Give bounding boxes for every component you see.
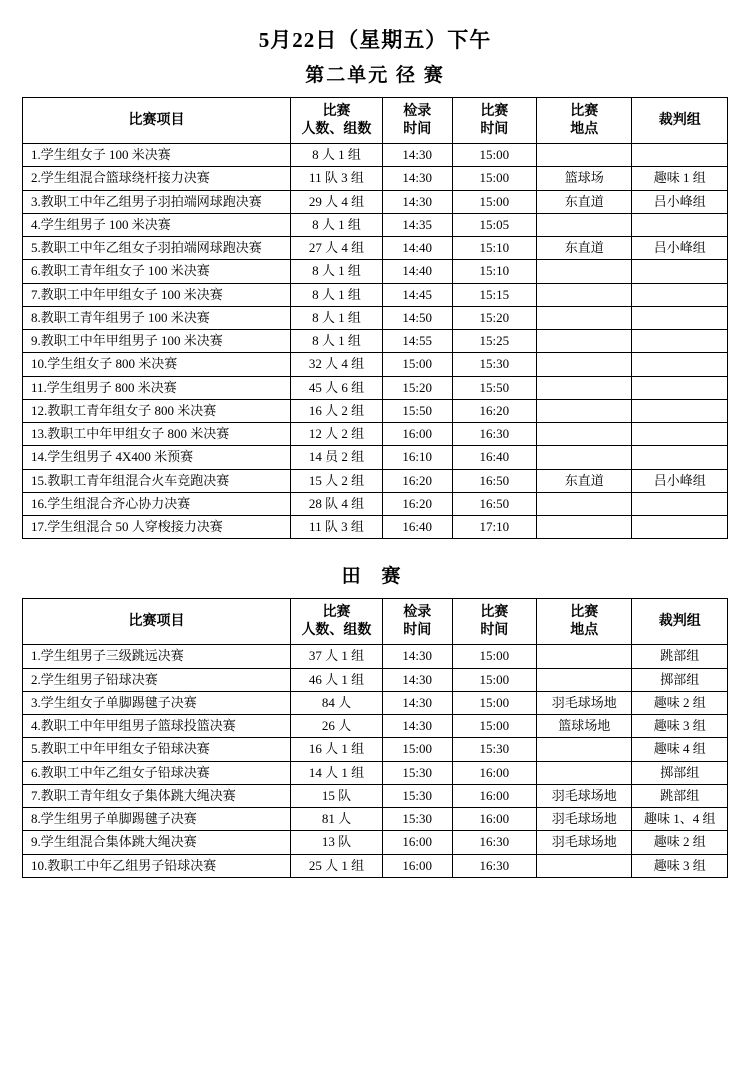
- cell-event-time: 15:30: [452, 738, 536, 761]
- cell-judge: [632, 260, 728, 283]
- cell-event-time: 16:50: [452, 492, 536, 515]
- cell-event-time: 16:30: [452, 831, 536, 854]
- table-row: [23, 761, 728, 784]
- header-time-line1: 比赛: [480, 605, 509, 621]
- cell-check-time: 16:40: [382, 516, 452, 539]
- cell-event-time: 15:10: [452, 237, 536, 260]
- cell-judge: [632, 306, 728, 329]
- table-row: [23, 144, 728, 167]
- cell-judge: 趣味 2 组: [632, 831, 728, 854]
- header-check-time: [382, 98, 452, 144]
- cell-count: 37 人 1 组: [291, 645, 383, 668]
- table-row: [23, 423, 728, 446]
- header-place-line2: 地点: [570, 121, 599, 137]
- cell-event-time: 16:40: [452, 446, 536, 469]
- cell-event-time: 15:10: [452, 260, 536, 283]
- header-check-line2: 时间: [403, 121, 432, 137]
- cell-event-time: 15:00: [452, 167, 536, 190]
- table-row: [23, 237, 728, 260]
- cell-place: [537, 738, 632, 761]
- cell-item: 9.学生组混合集体跳大绳决赛: [23, 831, 291, 854]
- cell-place: 篮球场: [537, 167, 632, 190]
- header-time-line1: 比赛: [480, 104, 509, 119]
- cell-count: 8 人 1 组: [291, 306, 383, 329]
- header-item: 比赛项目: [23, 599, 291, 645]
- cell-event-time: 16:00: [452, 761, 536, 784]
- cell-check-time: 14:40: [382, 237, 452, 260]
- header-place-line2: 地点: [570, 622, 599, 638]
- cell-place: [537, 144, 632, 167]
- cell-judge: 趣味 1、4 组: [632, 808, 728, 831]
- header-event-time: [452, 599, 536, 645]
- cell-count: 13 队: [291, 831, 383, 854]
- cell-count: 8 人 1 组: [291, 330, 383, 353]
- table-row: [23, 831, 728, 854]
- header-place-line1: 比赛: [570, 104, 599, 119]
- cell-check-time: 14:55: [382, 330, 452, 353]
- cell-place: 东直道: [537, 469, 632, 492]
- cell-count: 15 人 2 组: [291, 469, 383, 492]
- cell-place: [537, 376, 632, 399]
- table-row: [23, 399, 728, 422]
- cell-item: 16.学生组混合齐心协力决赛: [23, 492, 291, 515]
- cell-count: 8 人 1 组: [291, 283, 383, 306]
- cell-check-time: 14:40: [382, 260, 452, 283]
- cell-check-time: 14:30: [382, 167, 452, 190]
- header-count-line2: 人数、组数: [301, 121, 372, 137]
- cell-judge: [632, 516, 728, 539]
- table-row: [23, 213, 728, 236]
- cell-item: 17.学生组混合 50 人穿梭接力决赛: [23, 516, 291, 539]
- cell-check-time: 14:30: [382, 668, 452, 691]
- cell-event-time: 15:00: [452, 691, 536, 714]
- header-count-line1: 比赛: [322, 605, 351, 621]
- table-row: [23, 738, 728, 761]
- page-subtitle: 第二单元 径 赛: [305, 65, 445, 86]
- cell-item: 4.教职工中年甲组男子篮球投篮决赛: [23, 715, 291, 738]
- cell-check-time: 14:30: [382, 715, 452, 738]
- cell-item: 10.学生组女子 800 米决赛: [23, 353, 291, 376]
- cell-judge: [632, 330, 728, 353]
- cell-event-time: 15:00: [452, 645, 536, 668]
- cell-count: 15 队: [291, 784, 383, 807]
- cell-count: 45 人 6 组: [291, 376, 383, 399]
- cell-judge: [632, 283, 728, 306]
- cell-item: 6.教职工青年组女子 100 米决赛: [23, 260, 291, 283]
- cell-event-time: 16:30: [452, 423, 536, 446]
- cell-event-time: 16:00: [452, 808, 536, 831]
- cell-item: 2.学生组混合篮球绕杆接力决赛: [23, 167, 291, 190]
- header-judge: 裁判组: [632, 599, 728, 645]
- cell-event-time: 15:20: [452, 306, 536, 329]
- cell-check-time: 16:00: [382, 854, 452, 877]
- cell-check-time: 16:20: [382, 492, 452, 515]
- cell-event-time: 17:10: [452, 516, 536, 539]
- table-row: [23, 306, 728, 329]
- cell-check-time: 16:00: [382, 423, 452, 446]
- cell-check-time: 16:10: [382, 446, 452, 469]
- table-row: [23, 854, 728, 877]
- header-check-line1: 检录: [403, 104, 432, 119]
- header-count-line1: 比赛: [322, 104, 351, 119]
- cell-place: [537, 761, 632, 784]
- cell-count: 81 人: [291, 808, 383, 831]
- table-header-row: [23, 599, 728, 645]
- cell-judge: [632, 423, 728, 446]
- cell-item: 8.学生组男子单脚踢毽子决赛: [23, 808, 291, 831]
- cell-judge: 趣味 2 组: [632, 691, 728, 714]
- cell-count: 16 人 2 组: [291, 399, 383, 422]
- cell-item: 3.学生组女子单脚踢毽子决赛: [23, 691, 291, 714]
- cell-event-time: 15:00: [452, 715, 536, 738]
- cell-event-time: 15:50: [452, 376, 536, 399]
- cell-check-time: 15:30: [382, 784, 452, 807]
- cell-item: 11.学生组男子 800 米决赛: [23, 376, 291, 399]
- cell-place: [537, 213, 632, 236]
- cell-item: 9.教职工中年甲组男子 100 米决赛: [23, 330, 291, 353]
- cell-count: 8 人 1 组: [291, 260, 383, 283]
- header-place: [537, 599, 632, 645]
- cell-count: 12 人 2 组: [291, 423, 383, 446]
- cell-place: [537, 492, 632, 515]
- cell-judge: 趣味 4 组: [632, 738, 728, 761]
- cell-event-time: 15:00: [452, 144, 536, 167]
- cell-check-time: 14:30: [382, 190, 452, 213]
- field-section-title: 田 赛: [341, 566, 409, 588]
- header-place: [537, 98, 632, 144]
- cell-judge: 跳部组: [632, 645, 728, 668]
- cell-check-time: 14:35: [382, 213, 452, 236]
- cell-item: 12.教职工青年组女子 800 米决赛: [23, 399, 291, 422]
- cell-check-time: 15:30: [382, 808, 452, 831]
- cell-judge: 吕小峰组: [632, 237, 728, 260]
- table-row: [23, 353, 728, 376]
- cell-check-time: 14:30: [382, 691, 452, 714]
- table-row: [23, 784, 728, 807]
- cell-item: 14.学生组男子 4X400 米预赛: [23, 446, 291, 469]
- table-row: [23, 446, 728, 469]
- table-row: [23, 516, 728, 539]
- header-item: 比赛项目: [23, 98, 291, 144]
- cell-item: 1.学生组女子 100 米决赛: [23, 144, 291, 167]
- cell-count: 27 人 4 组: [291, 237, 383, 260]
- table-row: [23, 283, 728, 306]
- cell-count: 29 人 4 组: [291, 190, 383, 213]
- table-row: [23, 190, 728, 213]
- cell-check-time: 15:50: [382, 399, 452, 422]
- header-time-line2: 时间: [480, 622, 509, 638]
- cell-check-time: 14:50: [382, 306, 452, 329]
- cell-item: 8.教职工青年组男子 100 米决赛: [23, 306, 291, 329]
- cell-item: 6.教职工中年乙组女子铅球决赛: [23, 761, 291, 784]
- cell-check-time: 15:00: [382, 353, 452, 376]
- cell-item: 3.教职工中年乙组男子羽拍端网球跑决赛: [23, 190, 291, 213]
- track-events-table: [22, 97, 728, 539]
- cell-place: [537, 399, 632, 422]
- header-place-line1: 比赛: [570, 605, 599, 621]
- header-count: [291, 599, 383, 645]
- header-event-time: [452, 98, 536, 144]
- cell-count: 26 人: [291, 715, 383, 738]
- cell-place: [537, 353, 632, 376]
- cell-count: 14 员 2 组: [291, 446, 383, 469]
- cell-judge: 吕小峰组: [632, 190, 728, 213]
- cell-count: 8 人 1 组: [291, 144, 383, 167]
- cell-item: 7.教职工青年组女子集体跳大绳决赛: [23, 784, 291, 807]
- cell-place: [537, 668, 632, 691]
- table-row: [23, 376, 728, 399]
- cell-check-time: 15:30: [382, 761, 452, 784]
- cell-event-time: 15:00: [452, 190, 536, 213]
- cell-item: 2.学生组男子铅球决赛: [23, 668, 291, 691]
- cell-place: 东直道: [537, 237, 632, 260]
- track-events-body: [23, 144, 728, 539]
- page-title: 5月22日（星期五）下午: [258, 28, 492, 52]
- cell-judge: [632, 353, 728, 376]
- cell-place: 羽毛球场地: [537, 691, 632, 714]
- table-row: [23, 691, 728, 714]
- cell-item: 7.教职工中年甲组女子 100 米决赛: [23, 283, 291, 306]
- cell-place: [537, 446, 632, 469]
- cell-count: 11 队 3 组: [291, 516, 383, 539]
- cell-place: [537, 854, 632, 877]
- cell-place: [537, 283, 632, 306]
- table-row: [23, 330, 728, 353]
- field-events-table: [22, 598, 728, 878]
- cell-check-time: 14:30: [382, 144, 452, 167]
- cell-check-time: 14:45: [382, 283, 452, 306]
- header-count-line2: 人数、组数: [301, 622, 372, 638]
- cell-check-time: 15:20: [382, 376, 452, 399]
- cell-judge: 趣味 3 组: [632, 715, 728, 738]
- cell-place: [537, 306, 632, 329]
- cell-judge: 趣味 1 组: [632, 167, 728, 190]
- header-check-line1: 检录: [403, 605, 432, 621]
- cell-item: 15.教职工青年组混合火车竞跑决赛: [23, 469, 291, 492]
- cell-item: 13.教职工中年甲组女子 800 米决赛: [23, 423, 291, 446]
- cell-place: 羽毛球场地: [537, 808, 632, 831]
- cell-place: 东直道: [537, 190, 632, 213]
- table-row: [23, 167, 728, 190]
- cell-event-time: 15:25: [452, 330, 536, 353]
- cell-place: [537, 330, 632, 353]
- table-row: [23, 715, 728, 738]
- cell-count: 84 人: [291, 691, 383, 714]
- table-row: [23, 260, 728, 283]
- cell-place: 羽毛球场地: [537, 831, 632, 854]
- cell-count: 28 队 4 组: [291, 492, 383, 515]
- cell-judge: 掷部组: [632, 761, 728, 784]
- cell-count: 25 人 1 组: [291, 854, 383, 877]
- cell-item: 5.教职工中年甲组女子铅球决赛: [23, 738, 291, 761]
- cell-judge: [632, 492, 728, 515]
- cell-judge: [632, 213, 728, 236]
- cell-event-time: 16:30: [452, 854, 536, 877]
- cell-judge: 吕小峰组: [632, 469, 728, 492]
- cell-judge: [632, 376, 728, 399]
- cell-event-time: 15:00: [452, 668, 536, 691]
- cell-check-time: 16:20: [382, 469, 452, 492]
- cell-judge: 跳部组: [632, 784, 728, 807]
- cell-place: [537, 516, 632, 539]
- cell-event-time: 16:00: [452, 784, 536, 807]
- cell-event-time: 16:20: [452, 399, 536, 422]
- cell-count: 14 人 1 组: [291, 761, 383, 784]
- field-events-body: [23, 645, 728, 878]
- header-check-time: [382, 599, 452, 645]
- cell-item: 4.学生组男子 100 米决赛: [23, 213, 291, 236]
- table-row: [23, 808, 728, 831]
- cell-judge: [632, 144, 728, 167]
- cell-count: 11 队 3 组: [291, 167, 383, 190]
- cell-place: 羽毛球场地: [537, 784, 632, 807]
- cell-place: [537, 423, 632, 446]
- header-check-line2: 时间: [403, 622, 432, 638]
- cell-judge: 趣味 3 组: [632, 854, 728, 877]
- cell-place: [537, 260, 632, 283]
- cell-count: 32 人 4 组: [291, 353, 383, 376]
- cell-judge: 掷部组: [632, 668, 728, 691]
- cell-check-time: 16:00: [382, 831, 452, 854]
- cell-judge: [632, 446, 728, 469]
- cell-count: 46 人 1 组: [291, 668, 383, 691]
- table-row: [23, 492, 728, 515]
- cell-place: 篮球场地: [537, 715, 632, 738]
- cell-check-time: 15:00: [382, 738, 452, 761]
- header-count: [291, 98, 383, 144]
- table-row: [23, 668, 728, 691]
- table-header-row: [23, 98, 728, 144]
- table-row: [23, 645, 728, 668]
- cell-count: 8 人 1 组: [291, 213, 383, 236]
- cell-event-time: 15:30: [452, 353, 536, 376]
- header-judge: 裁判组: [632, 98, 728, 144]
- cell-event-time: 15:15: [452, 283, 536, 306]
- header-time-line2: 时间: [480, 121, 509, 137]
- cell-check-time: 14:30: [382, 645, 452, 668]
- cell-event-time: 16:50: [452, 469, 536, 492]
- cell-item: 1.学生组男子三级跳远决赛: [23, 645, 291, 668]
- cell-item: 10.教职工中年乙组男子铅球决赛: [23, 854, 291, 877]
- cell-place: [537, 645, 632, 668]
- cell-event-time: 15:05: [452, 213, 536, 236]
- cell-item: 5.教职工中年乙组女子羽拍端网球跑决赛: [23, 237, 291, 260]
- cell-judge: [632, 399, 728, 422]
- cell-count: 16 人 1 组: [291, 738, 383, 761]
- table-row: [23, 469, 728, 492]
